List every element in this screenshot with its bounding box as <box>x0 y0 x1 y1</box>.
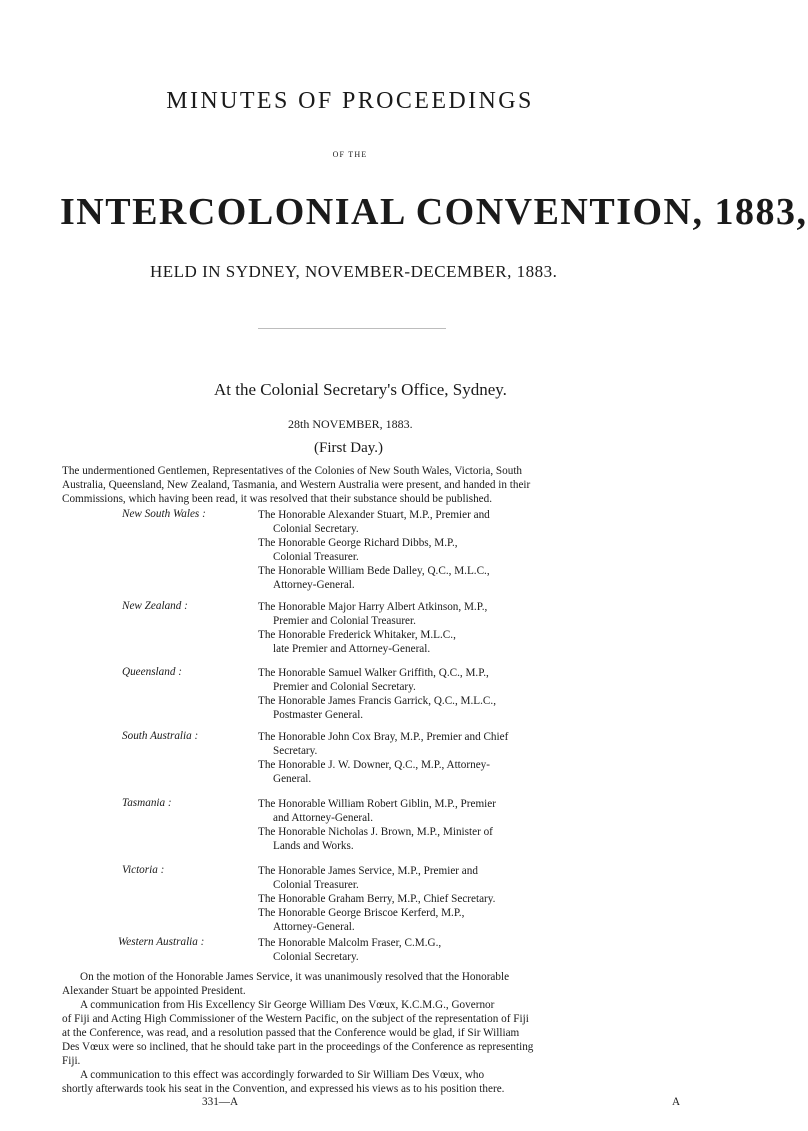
representatives-western-australia <box>258 936 441 964</box>
session-day: (First Day.) <box>314 440 384 456</box>
title-intercolonial-convention: INTERCOLONIAL CONVENTION, 1883, <box>60 191 808 233</box>
paragraph-des-voeux-seat <box>62 1068 684 1096</box>
rep-line: The Honorable Alexander Stuart, M.P., Premier and <box>258 509 490 521</box>
paragraph-president-resolution <box>62 970 684 998</box>
paragraph-fiji-communication <box>62 998 684 1068</box>
rep-line: The Honorable William Bede Dalley, Q.C., M.L.C., <box>258 565 490 577</box>
colony-label-tasmania: Tasmania : <box>122 797 172 809</box>
colony-label-queensland: Queensland : <box>122 666 182 678</box>
representatives-victoria <box>258 864 495 934</box>
rep-line: Colonial Treasurer. <box>273 551 359 563</box>
representatives-new-south-wales <box>258 508 490 592</box>
rep-line: Attorney-General. <box>273 579 355 591</box>
colony-label-new-zealand: New Zealand : <box>122 600 188 612</box>
rep-line: The Honorable Graham Berry, M.P., Chief Secretary. <box>258 893 496 905</box>
colony-label-new-south-wales: New South Wales : <box>122 508 206 520</box>
colony-label-victoria: Victoria : <box>122 864 165 876</box>
title-of-the: OF THE <box>332 150 368 159</box>
rep-line: The Honorable Frederick Whitaker, M.L.C., <box>258 629 456 641</box>
rep-line: Premier and Colonial Treasurer. <box>273 615 416 627</box>
paragraph-line: of Fiji and Acting High Commissioner of the Western Pacific, on the subject of the representation of Fiji <box>62 1013 529 1025</box>
intro-line: Commissions, which having been read, it was resolved that their substance should be published. <box>62 493 493 505</box>
session-date: 28th NOVEMBER, 1883. <box>288 417 413 431</box>
rep-line: and Attorney-General. <box>273 812 374 824</box>
session-venue: At the Colonial Secretary's Office, Sydney. <box>214 380 507 399</box>
rep-line: General. <box>273 773 312 785</box>
representatives-tasmania <box>258 797 496 853</box>
page-signature-letter: A <box>672 1096 681 1108</box>
paragraph-line: at the Conference, was read, and a resolution passed that the Conference would be glad, if Sir William <box>62 1027 520 1039</box>
rep-line: Lands and Works. <box>273 840 354 852</box>
subtitle-held-in-sydney: HELD IN SYDNEY, NOVEMBER-DECEMBER, 1883. <box>150 262 558 281</box>
rep-line: Secretary. <box>273 745 318 757</box>
rep-line: The Honorable George Briscoe Kerferd, M.P., <box>258 907 465 919</box>
title-minutes-of-proceedings: MINUTES OF PROCEEDINGS <box>166 88 534 114</box>
representatives-south-australia <box>258 730 508 786</box>
paragraph-line: On the motion of the Honorable James Service, it was unanimously resolved that the Honorable <box>80 971 510 983</box>
representatives-queensland <box>258 666 496 722</box>
representatives-new-zealand <box>258 600 487 656</box>
colony-label-south-australia: South Australia : <box>122 730 199 742</box>
rep-line: late Premier and Attorney-General. <box>273 643 431 655</box>
rep-line: The Honorable J. W. Downer, Q.C., M.P., Attorney- <box>258 759 490 771</box>
rep-line: The Honorable James Service, M.P., Premier and <box>258 865 478 877</box>
rep-line: The Honorable Malcolm Fraser, C.M.G., <box>258 937 442 949</box>
rep-line: Postmaster General. <box>273 709 364 721</box>
paragraph-line: Des Vœux were so inclined, that he should take part in the proceedings of the Conference as representing <box>62 1041 534 1053</box>
rep-line: The Honorable William Robert Giblin, M.P., Premier <box>258 798 496 810</box>
signature-mark: 331—A <box>202 1096 239 1108</box>
paragraph-line: Fiji. <box>62 1055 81 1067</box>
rep-line: Attorney-General. <box>273 921 355 933</box>
intro-paragraph <box>62 464 684 506</box>
rep-line: Colonial Secretary. <box>273 523 359 535</box>
intro-line: The undermentioned Gentlemen, Representatives of the Colonies of New South Wales, Victoria, South <box>62 465 523 477</box>
paragraph-line: A communication from His Excellency Sir George William Des Vœux, K.C.M.G., Governor <box>80 999 495 1011</box>
paragraph-line: shortly afterwards took his seat in the Convention, and expressed his views as to his position there. <box>62 1083 505 1095</box>
colony-label-western-australia: Western Australia : <box>118 936 205 948</box>
rep-line: The Honorable Nicholas J. Brown, M.P., Minister of <box>258 826 493 838</box>
rep-line: Colonial Treasurer. <box>273 879 359 891</box>
rep-line: Colonial Secretary. <box>273 951 359 963</box>
paragraph-line: A communication to this effect was accordingly forwarded to Sir William Des Vœux, who <box>80 1069 485 1081</box>
rep-line: Premier and Colonial Secretary. <box>273 681 416 693</box>
paragraph-line: Alexander Stuart be appointed President. <box>62 985 246 997</box>
divider-rule <box>258 328 446 329</box>
rep-line: The Honorable Major Harry Albert Atkinson, M.P., <box>258 601 488 613</box>
intro-line: Australia, Queensland, New Zealand, Tasmania, and Western Australia were present, and handed in their <box>62 479 531 491</box>
rep-line: The Honorable James Francis Garrick, Q.C., M.L.C., <box>258 695 496 707</box>
rep-line: The Honorable John Cox Bray, M.P., Premier and Chief <box>258 731 509 743</box>
rep-line: The Honorable George Richard Dibbs, M.P., <box>258 537 458 549</box>
rep-line: The Honorable Samuel Walker Griffith, Q.C., M.P., <box>258 667 489 679</box>
